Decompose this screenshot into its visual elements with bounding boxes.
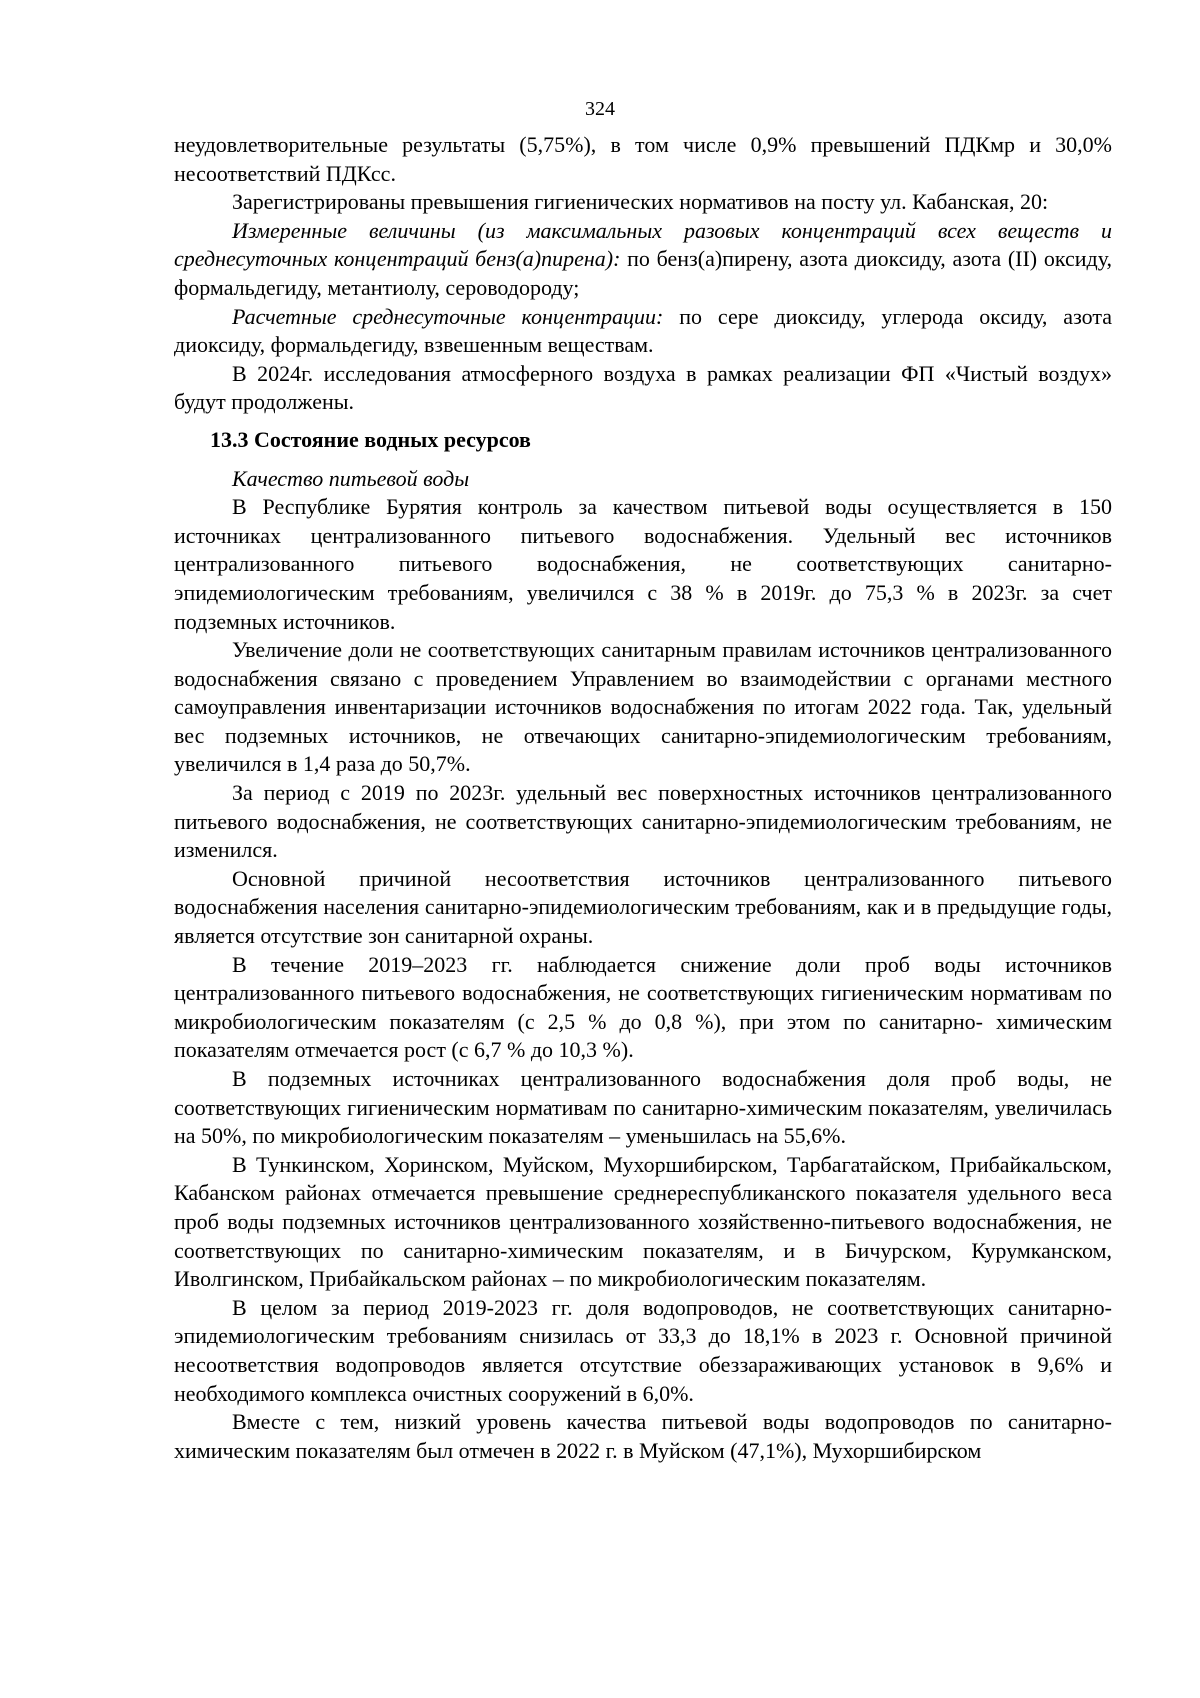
measured-values-label: Измеренные величины (из максимальных разовых концентраций всех веществ и среднесуточных концентраций бенз(а)пирена):	[174, 217, 1112, 272]
paragraph-measured-values	[174, 217, 1112, 303]
paragraph-drinking-water-control: В Республике Бурятия контроль за качеством питьевой воды осуществляется в 150 источниках централизованного питьевого водоснабжения. Удельный вес источников централизованного питьевого водоснабжения, не соответствующих санитарно-эпидемиологическим требованиям, увеличился с 38 % в 2019г. до 75,3 % в 2023г. за счет подземных источников.	[174, 494, 1112, 634]
paragraph-surface-sources: За период с 2019 по 2023г. удельный вес поверхностных источников централизованного питьевого водоснабжения, не соответствующих санитарно-эпидемиологическим требованиям, не изменился.	[174, 780, 1112, 863]
document-body	[174, 131, 1112, 1465]
paragraph-calculated-values	[174, 303, 1112, 360]
paragraph-exceedances-intro: Зарегистрированы превышения гигиенических нормативов на посту ул. Кабанская, 20:	[232, 189, 1049, 215]
calculated-values-label: Расчетные среднесуточные концентрации:	[232, 303, 664, 329]
paragraph-continuation: неудовлетворительные результаты (5,75%), в том числе 0,9% превышений ПДКмр и 30,0% несоответствий ПДКсс.	[174, 132, 1112, 186]
measured-values-text: по бенз(а)пирену, азота диоксиду, азота (II) оксиду, формальдегиду, метантиолу, сероводороду;	[174, 246, 1112, 300]
paragraph-water-pipelines: В целом за период 2019-2023 гг. доля водопроводов, не соответствующих санитарно-эпидемиологическим требованиям снизилась от 33,3 до 18,1% в 2023 г. Основной причиной несоответствия водопроводов является отсутствие обеззараживающих установок в 9,6% и необходимого комплекса очистных сооружений в 6,0%.	[174, 1294, 1112, 1406]
paragraph-share-increase: Увеличение доли не соответствующих санитарным правилам источников централизованного водоснабжения связано с проведением Управлением во взаимодействии с органами местного самоуправления инвентаризации источников водоснабжения по итогам 2022 года. Так, удельный вес подземных источников, не отвечающих санитарно-эпидемиологическим требованиям, увеличился в 1,4 раза до 50,7%.	[174, 637, 1112, 777]
paragraph-main-reason: Основной причиной несоответствия источников централизованного питьевого водоснабжения населения санитарно-эпидемиологическим требованиям, как и в предыдущие годы, является отсутствие зон санитарной охраны.	[174, 865, 1112, 949]
paragraph-low-quality: Вместе с тем, низкий уровень качества питьевой воды водопроводов по санитарно-химическим показателям был отмечен в 2022 г. в Муйском (47,1%), Мухоршибирском	[174, 1409, 1112, 1463]
section-heading: 13.3 Состояние водных ресурсов	[210, 426, 531, 452]
paragraph-air-research-2024: В 2024г. исследования атмосферного воздуха в рамках реализации ФП «Чистый воздух» будут продолжены.	[174, 360, 1112, 415]
paragraph-sample-trends: В течение 2019–2023 гг. наблюдается снижение доли проб воды источников централизованного питьевого водоснабжения, не соответствующих гигиеническим нормативам по микробиологическим показателям (с 2,5 % до 0,8 %), при этом по санитарно- химическим показателям отмечается рост (с 6,7 % до 10,3 %).	[174, 951, 1112, 1063]
subsection-heading: Качество питьевой воды	[232, 465, 470, 491]
paragraph-underground-sources: В подземных источниках централизованного водоснабжения доля проб воды, не соответствующих гигиеническим нормативам по санитарно-химическим показателям, увеличилась на 50%, по микробиологическим показателям – уменьшилась на 55,6%.	[174, 1066, 1112, 1149]
page-number: 324	[585, 98, 615, 120]
paragraph-districts: В Тункинском, Хоринском, Муйском, Мухоршибирском, Тарбагатайском, Прибайкальском, Кабанском районах отмечается превышение среднереспубликанского показателя удельного веса проб воды подземных источников централизованного хозяйственно-питьевого водоснабжения, не соответствующих по санитарно-химическим показателям, и в Бичурском, Курумканском, Иволгинском, Прибайкальском районах – по микробиологическим показателям.	[174, 1151, 1112, 1292]
calculated-values-text: по сере диоксиду, углерода оксиду, азота диоксиду, формальдегиду, взвешенным веществам.	[174, 303, 1112, 358]
